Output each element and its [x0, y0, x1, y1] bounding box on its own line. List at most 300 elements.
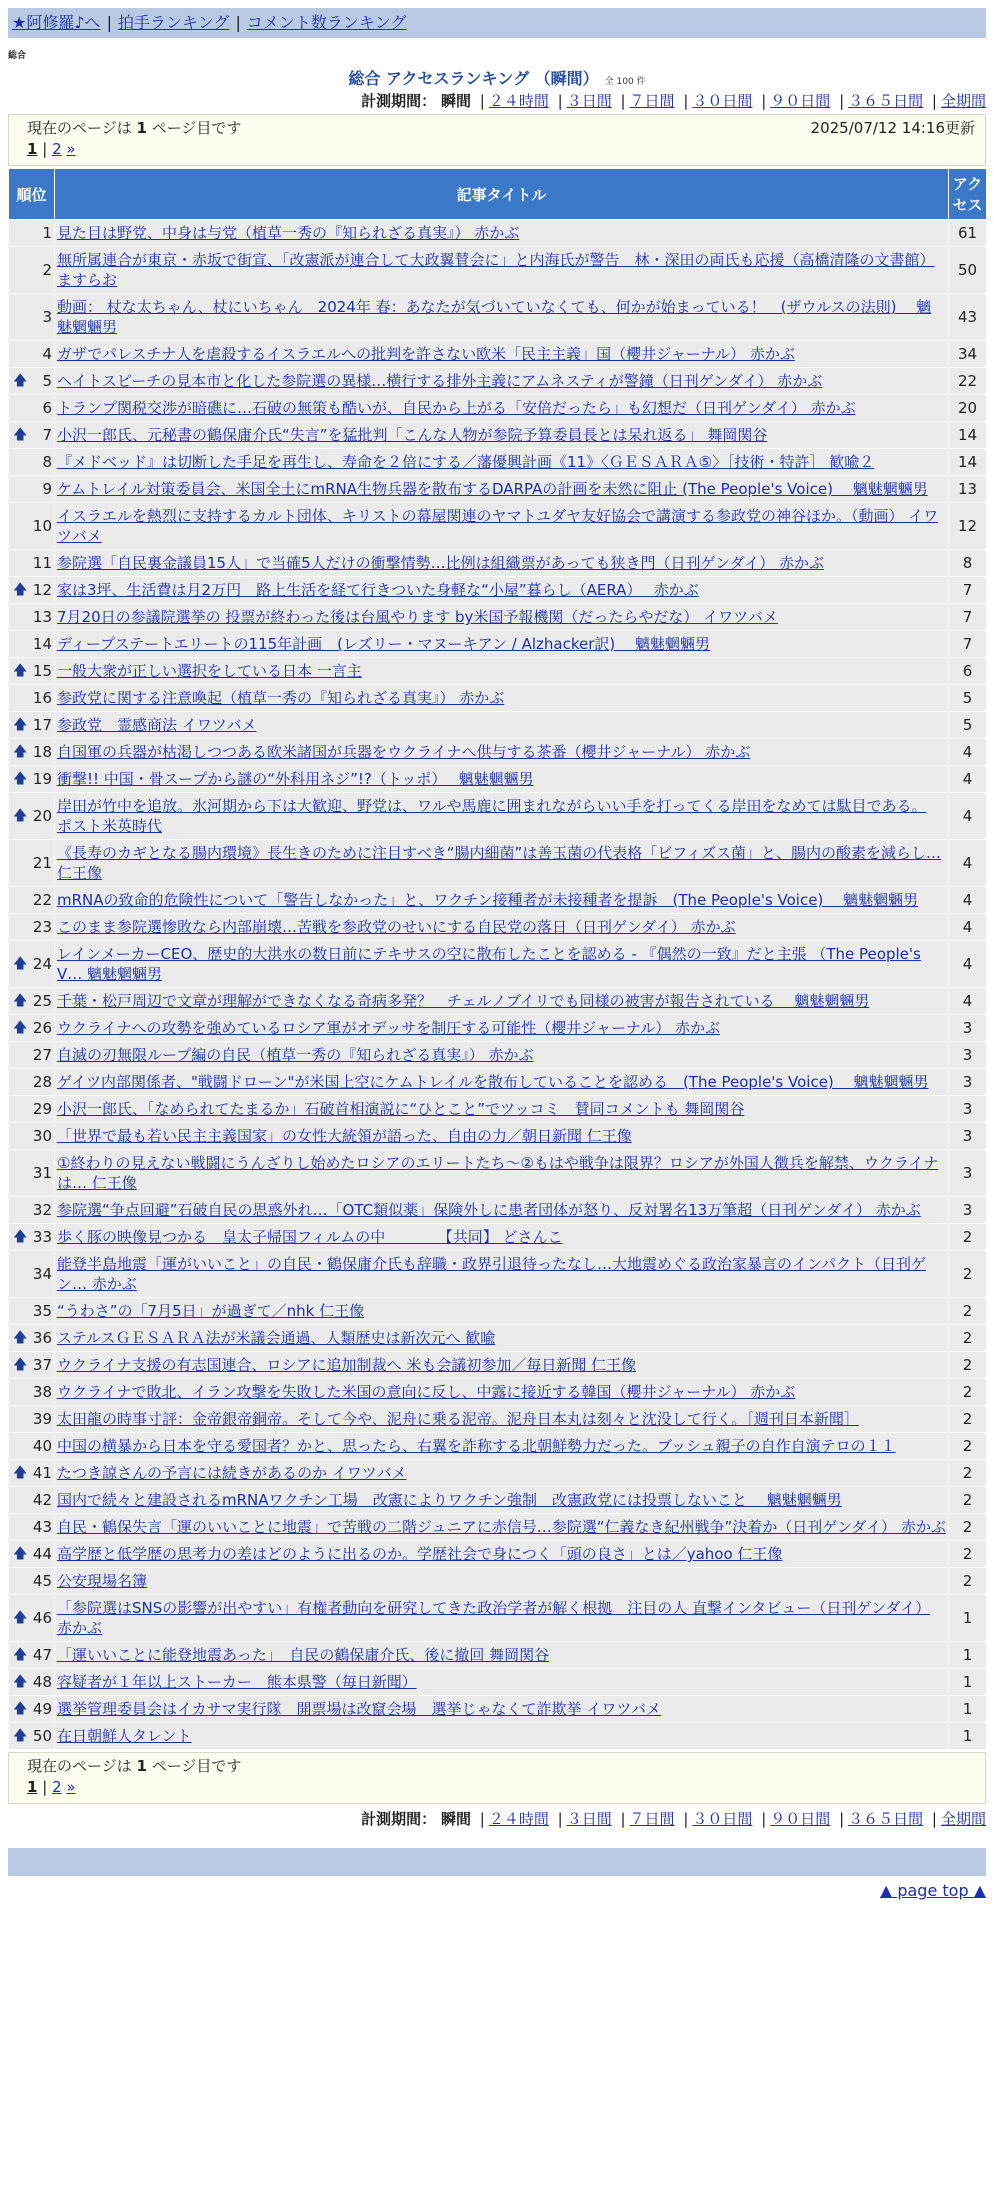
nav-separator: | [235, 13, 241, 32]
rank-cell [9, 503, 55, 550]
period-separator: | [479, 92, 485, 110]
title-cell [55, 1352, 949, 1379]
title-cell [55, 1723, 949, 1750]
access-count: 2 [949, 1514, 987, 1541]
title-cell [55, 1379, 949, 1406]
table-row [9, 1595, 987, 1642]
article-link[interactable]: ディープステートエリートの115年計画 (レズリー・マヌーキアン / Alzhacker訳) 魑魅魍魎男 [57, 635, 710, 653]
rank-number: 17 [32, 716, 52, 734]
table-row [9, 1642, 987, 1669]
title-cell [55, 658, 949, 685]
table-row [9, 712, 987, 739]
title-cell [55, 988, 949, 1015]
period-link-365d[interactable]: ３６５日間 [848, 92, 924, 110]
access-count: 2 [949, 1379, 987, 1406]
rank-number: 23 [32, 918, 52, 936]
rank-cell [9, 604, 55, 631]
rank-number: 28 [32, 1073, 52, 1091]
article-link[interactable]: 一般大衆が正しい選択をしている日本 一言主 [57, 662, 362, 680]
rank-cell [9, 712, 55, 739]
period-current: 瞬間 [440, 92, 471, 110]
access-count: 2 [949, 1298, 987, 1325]
access-count: 3 [949, 1069, 987, 1096]
rank-cell [9, 1541, 55, 1568]
header-access: アクセス [949, 169, 987, 220]
rank-cell [9, 766, 55, 793]
table-row [9, 887, 987, 914]
rank-cell [9, 476, 55, 503]
access-count: 13 [949, 476, 987, 503]
rank-cell [9, 793, 55, 840]
access-count: 2 [949, 1460, 987, 1487]
period-link-24h[interactable]: ２４時間 [488, 1810, 549, 1828]
top-navigation [8, 8, 986, 38]
title-cell [55, 793, 949, 840]
period-separator: | [479, 1810, 485, 1828]
rank-number: 44 [32, 1545, 52, 1563]
rank-number: 49 [32, 1700, 52, 1718]
access-count: 4 [949, 766, 987, 793]
table-row [9, 793, 987, 840]
rank-cell [9, 1123, 55, 1150]
rank-number: 30 [32, 1127, 52, 1145]
table-row [9, 1514, 987, 1541]
applause-ranking-link[interactable]: 拍手ランキング [117, 13, 230, 32]
article-link[interactable]: 選挙管理委員会はイカサマ実行隊 開票場は改竄会場 選挙じゃなくて詐欺挙 イワツバメ [57, 1700, 662, 1718]
rank-cell [9, 1251, 55, 1298]
period-link-3d[interactable]: ３日間 [566, 92, 612, 110]
rank-number: 27 [32, 1046, 52, 1064]
period-separator: | [931, 1810, 937, 1828]
title-cell [55, 604, 949, 631]
access-count: 2 [949, 1406, 987, 1433]
access-count: 1 [949, 1696, 987, 1723]
access-count: 22 [949, 368, 987, 395]
title-cell [55, 1669, 949, 1696]
rank-up-arrow-icon: 🡅 [13, 771, 28, 787]
article-link[interactable]: 公安現場名簿 [57, 1572, 148, 1590]
rank-number: 26 [32, 1019, 52, 1037]
title-cell [55, 368, 949, 395]
article-link[interactable]: 自滅の刃無限ループ編の自民（植草一秀の『知られざる真実』） 赤かぶ [57, 1046, 534, 1064]
article-link[interactable]: 岸田が竹中を追放。氷河期から下は大歓迎、野党は、ワルや馬鹿に囲まれながらいい手を打ってくる岸田をなめては駄目である。 ポスト米英時代 [57, 797, 927, 835]
article-link[interactable]: 動画： 杖な太ちゃん、杖にいちゃん 2024年 春：あなたが気づいていなくても、何かが始まっている！ (ザウルスの法則) 魑魅魍魎男 [57, 298, 932, 336]
title-cell [55, 1460, 949, 1487]
access-count: 5 [949, 712, 987, 739]
rank-number: 15 [32, 662, 52, 680]
rank-number: 41 [32, 1464, 52, 1482]
access-count: 3 [949, 1015, 987, 1042]
page-top-link[interactable]: ▲ page top ▲ [879, 1881, 986, 1900]
article-link[interactable]: 7月20日の参議院選挙の 投票が終わった後は台風やります by米国予報機関（だったらやだな） イワツバメ [57, 608, 778, 626]
rank-cell [9, 1015, 55, 1042]
rank-cell [9, 247, 55, 294]
title-cell [55, 476, 949, 503]
access-count: 2 [949, 1251, 987, 1298]
period-current: 瞬間 [440, 1810, 471, 1828]
rank-number: 33 [32, 1228, 52, 1246]
article-link[interactable]: ゲイツ内部関係者、"戦闘ドローン"が米国上空にケムトレイルを散布していることを認める (The People's Voice) 魑魅魍魎男 [57, 1073, 929, 1091]
article-link[interactable]: トランプ関税交渉が暗礁に…石破の無策も酷いが、自民から上がる「安倍だったら」も幻想だ（日刊ゲンダイ） 赤かぶ [57, 399, 856, 417]
title-cell [55, 220, 949, 247]
period-link-all[interactable]: 全期間 [940, 1810, 986, 1828]
rank-cell [9, 368, 55, 395]
table-row [9, 1723, 987, 1750]
article-link[interactable]: 太田龍の時事寸評：金帝銀帝銅帝。そして今や、泥舟に乗る泥帝。泥舟日本丸は刻々と沈没して行く。［週刊日本新聞］ [57, 1410, 859, 1428]
period-link-30d[interactable]: ３０日間 [692, 92, 753, 110]
page-link-2[interactable]: 2 [52, 140, 62, 158]
article-link[interactable]: mRNAの致命的危険性について「警告しなかった」と、ワクチン接種者が未接種者を提訴 (The People's Voice) 魑魅魍魎男 [57, 891, 919, 909]
article-link[interactable]: 自国軍の兵器が枯渇しつつある欧米諸国が兵器をウクライナへ供与する茶番（櫻井ジャーナル） 赤かぶ [57, 743, 751, 761]
rank-number: 10 [32, 517, 52, 535]
rank-number: 7 [42, 426, 52, 444]
rank-number: 48 [32, 1673, 52, 1691]
period-link-7d[interactable]: ７日間 [629, 1810, 675, 1828]
rank-up-arrow-icon: 🡅 [13, 956, 28, 972]
title-cell [55, 1042, 949, 1069]
table-row [9, 1568, 987, 1595]
article-link[interactable]: 在日朝鮮人タレント [57, 1727, 192, 1745]
rank-cell [9, 887, 55, 914]
rank-number: 35 [32, 1302, 52, 1320]
rank-number: 42 [32, 1491, 52, 1509]
article-link[interactable]: ウクライナで敗北、イラン攻撃を失敗した米国の意向に反し、中露に接近する韓国（櫻井ジャーナル） 赤かぶ [57, 1383, 796, 1401]
next-page-link[interactable]: » [66, 140, 76, 158]
pager-separator: | [42, 1778, 48, 1796]
header-title: 記事タイトル [55, 169, 949, 220]
table-row [9, 941, 987, 988]
table-row [9, 1251, 987, 1298]
access-count: 3 [949, 1042, 987, 1069]
access-count: 1 [949, 1595, 987, 1642]
article-link[interactable]: 参政党 霊感商法 イワツバメ [57, 716, 257, 734]
article-link[interactable]: 小沢一郎氏、元秘書の鶴保庸介氏“失言”を猛批判「こんな人物が参院予算委員長とは呆れ返る」 舞岡関谷 [57, 426, 768, 444]
article-link[interactable]: 《長寿のカギとなる腸内環境》長生きのために注目すべき“腸内細菌”は善玉菌の代表格「ビフィズス菌」と、腸内の酸素を減らし… 仁王像 [57, 844, 942, 882]
rank-cell [9, 685, 55, 712]
article-link[interactable]: ヘイトスピーチの見本市と化した参院選の異様…横行する排外主義にアムネスティが警鐘（日刊ゲンダイ） 赤かぶ [57, 372, 823, 390]
access-count: 4 [949, 988, 987, 1015]
period-link-90d[interactable]: ９０日間 [770, 1810, 831, 1828]
article-link[interactable]: 容疑者が１年以上ストーカー 熊本県警（毎日新聞） [57, 1673, 417, 1691]
rank-number: 20 [32, 807, 52, 825]
article-link[interactable]: 「運いいことに能登地震あった」 自民の鶴保庸介氏、後に撤回 舞岡関谷 [57, 1646, 550, 1664]
article-link[interactable]: ウクライナ支援の有志国連合、ロシアに追加制裁へ 米も会議初参加／毎日新聞 仁王像 [57, 1356, 637, 1374]
article-link[interactable]: 千葉・松戸周辺で文章が理解ができなくなる奇病多発？ チェルノブイリでも同様の被害が報告されている 魑魅魍魎男 [57, 992, 870, 1010]
table-row [9, 1150, 987, 1197]
article-link[interactable]: 参院選“争点回避”石破自民の思惑外れ…「OTC類似薬」保険外しに患者団体が怒り、反対署名13万筆超（日刊ゲンダイ） 赤かぶ [57, 1201, 921, 1219]
access-count: 2 [949, 1433, 987, 1460]
article-link[interactable]: 歩く豚の映像見つかる 皇太子帰国フィルムの中 【共同】 どさんこ [57, 1228, 563, 1246]
table-row [9, 449, 987, 476]
period-separator: | [761, 1810, 767, 1828]
rank-up-arrow-icon: 🡅 [13, 1701, 28, 1717]
table-row [9, 503, 987, 550]
table-row [9, 341, 987, 368]
page-wrapper [8, 8, 986, 1902]
title-cell [55, 449, 949, 476]
rank-number: 46 [32, 1609, 52, 1627]
rank-cell [9, 1514, 55, 1541]
article-link[interactable]: 高学歴と低学歴の思考力の差はどのように出るのか。学歴社会で身につく「頭の良さ」とは／yahoo 仁王像 [57, 1545, 783, 1563]
rank-cell [9, 422, 55, 449]
article-link[interactable]: 能登半島地震「運がいいこと」の自民・鶴保庸介氏も辞職・政界引退待ったなし…大地震めぐる政治家暴言のインパクト（日刊ゲン… 赤かぶ [57, 1255, 926, 1293]
period-separator: | [620, 1810, 626, 1828]
rank-cell [9, 1723, 55, 1750]
rank-up-arrow-icon: 🡅 [13, 1229, 28, 1245]
access-count: 7 [949, 604, 987, 631]
table-row [9, 1015, 987, 1042]
table-row [9, 1197, 987, 1224]
rank-number: 50 [32, 1727, 52, 1745]
period-link-all[interactable]: 全期間 [940, 92, 986, 110]
article-link[interactable]: このまま参院選惨敗なら内部崩壊…苦戦を参政党のせいにする自民党の落日（日刊ゲンダイ） 赤かぶ [57, 918, 736, 936]
article-link[interactable]: 中国の横暴から日本を守る愛国者？かと、思ったら、右翼を詐称する北朝鮮勢力だった。ブッシュ親子の自作自演テロの１１ [57, 1437, 896, 1455]
title-cell [55, 1642, 949, 1669]
access-count: 1 [949, 1723, 987, 1750]
title-cell [55, 1197, 949, 1224]
rank-up-arrow-icon: 🡅 [13, 1020, 28, 1036]
table-row [9, 247, 987, 294]
title-cell [55, 1568, 949, 1595]
access-count: 2 [949, 1352, 987, 1379]
updated-timestamp: 2025/07/12 14:16更新 [810, 119, 975, 137]
access-count: 61 [949, 220, 987, 247]
rank-cell [9, 1224, 55, 1251]
title-cell [55, 685, 949, 712]
next-page-link[interactable]: » [66, 1778, 76, 1796]
home-link[interactable]: ★阿修羅♪へ [12, 13, 101, 32]
ranking-count: 全 100 件 [604, 77, 646, 87]
page-link-2[interactable]: 2 [52, 1778, 62, 1796]
rank-number: 3 [42, 308, 52, 326]
article-link[interactable]: レインメーカーCEO、歴史的大洪水の数日前にテキサスの空に散布したことを認める - 『偶然の一致』だと主張 （The People's V… 魑魅魍魎男 [57, 945, 921, 983]
access-count: 1 [949, 1669, 987, 1696]
table-row [9, 550, 987, 577]
access-count: 4 [949, 840, 987, 887]
table-row [9, 395, 987, 422]
access-count: 3 [949, 1197, 987, 1224]
article-link[interactable]: イスラエルを熱烈に支持するカルト団体、キリストの幕屋関連のヤマトユダヤ友好協会で講演する参政党の神谷ほか。（動画） イワツバメ [57, 507, 939, 545]
table-header-row [9, 169, 987, 220]
rank-number: 16 [32, 689, 52, 707]
article-link[interactable]: 自民・鶴保失言「運のいいことに地震」で苦戦の二階ジュニアに赤信号…参院選“仁義なき紀州戦争”決着か（日刊ゲンダイ） 赤かぶ [57, 1518, 946, 1536]
rank-up-arrow-icon: 🡅 [13, 717, 28, 733]
title-cell [55, 840, 949, 887]
table-row [9, 1379, 987, 1406]
rank-number: 34 [32, 1265, 52, 1283]
article-link[interactable]: たつき諒さんの予言には続きがあるのか イワツバメ [57, 1464, 407, 1482]
table-row [9, 988, 987, 1015]
period-separator: | [931, 92, 937, 110]
rank-cell [9, 1197, 55, 1224]
period-separator: | [557, 92, 563, 110]
rank-cell [9, 1460, 55, 1487]
access-count: 4 [949, 739, 987, 766]
title-cell [55, 1325, 949, 1352]
access-count: 2 [949, 1224, 987, 1251]
access-count: 2 [949, 1325, 987, 1352]
article-link[interactable]: ウクライナへの攻勢を強めているロシア軍がオデッサを制圧する可能性（櫻井ジャーナル） 赤かぶ [57, 1019, 720, 1037]
rank-cell [9, 631, 55, 658]
article-link[interactable]: 「世界で最も若い民主主義国家」の女性大統領が語った、自由の力／朝日新聞 仁王像 [57, 1127, 632, 1145]
title-cell [55, 712, 949, 739]
title-cell [55, 631, 949, 658]
period-link-24h[interactable]: ２４時間 [488, 92, 549, 110]
period-separator: | [839, 92, 845, 110]
table-row [9, 631, 987, 658]
rank-cell [9, 840, 55, 887]
table-row [9, 1669, 987, 1696]
table-row [9, 1069, 987, 1096]
rank-cell [9, 395, 55, 422]
rank-up-arrow-icon: 🡅 [13, 373, 28, 389]
access-count: 5 [949, 685, 987, 712]
rank-cell [9, 914, 55, 941]
rank-up-arrow-icon: 🡅 [13, 1728, 28, 1744]
section-label: 総合 [8, 51, 27, 61]
table-row [9, 739, 987, 766]
title-cell [55, 1595, 949, 1642]
rank-number: 47 [32, 1646, 52, 1664]
access-count: 43 [949, 294, 987, 341]
period-separator: | [761, 92, 767, 110]
pager-bottom [8, 1752, 986, 1804]
period-separator: | [557, 1810, 563, 1828]
rank-cell [9, 1298, 55, 1325]
rank-up-arrow-icon: 🡅 [13, 1610, 28, 1626]
page-status-suffix: ページ目です [151, 119, 242, 137]
pager-top [8, 114, 986, 166]
pager-separator: | [42, 140, 48, 158]
title-cell [55, 1224, 949, 1251]
nav-separator: | [106, 13, 112, 32]
table-row [9, 1325, 987, 1352]
table-row [9, 766, 987, 793]
rank-number: 43 [32, 1518, 52, 1536]
title-cell [55, 395, 949, 422]
rank-up-arrow-icon: 🡅 [13, 808, 28, 824]
rank-up-arrow-icon: 🡅 [13, 744, 28, 760]
title-cell [55, 1406, 949, 1433]
rank-number: 8 [42, 453, 52, 471]
rank-number: 18 [32, 743, 52, 761]
access-count: 4 [949, 887, 987, 914]
title-cell [55, 766, 949, 793]
page-link-current: 1 [27, 140, 38, 158]
rank-number: 24 [32, 955, 52, 973]
rank-number: 13 [32, 608, 52, 626]
title-cell [55, 341, 949, 368]
title-cell [55, 422, 949, 449]
article-link[interactable]: 参政党に関する注意喚起（植草一秀の『知られざる真実』） 赤かぶ [57, 689, 505, 707]
title-cell [55, 1096, 949, 1123]
article-link[interactable]: ステルスＧＥＳＡＲＡ法が米議会通過、人類歴史は新次元へ 歓喩 [57, 1329, 496, 1347]
period-selector-bottom [8, 1808, 986, 1830]
rank-cell [9, 220, 55, 247]
article-link[interactable]: 国内で続々と建設されるmRNAワクチン工場 改憲によりワクチン強制 改憲政党には投票しないこと 魑魅魍魎男 [57, 1491, 842, 1509]
access-count: 4 [949, 914, 987, 941]
rank-cell [9, 1042, 55, 1069]
rank-up-arrow-icon: 🡅 [13, 663, 28, 679]
rank-up-arrow-icon: 🡅 [13, 1330, 28, 1346]
article-link[interactable]: ガザでパレスチナ人を虐殺するイスラエルへの批判を許さない欧米「民主主義」国（櫻井ジャーナル） 赤かぶ [57, 345, 795, 363]
period-label: 計測期間： [361, 92, 437, 110]
rank-cell [9, 658, 55, 685]
access-count: 1 [949, 1642, 987, 1669]
rank-up-arrow-icon: 🡅 [13, 1647, 28, 1663]
rank-number: 38 [32, 1383, 52, 1401]
article-link[interactable]: “うわさ”の「7月5日」が過ぎて／nhk 仁王像 [57, 1302, 365, 1320]
rank-cell [9, 1069, 55, 1096]
page-top-container [8, 1880, 986, 1902]
access-count: 3 [949, 1150, 987, 1197]
period-link-7d[interactable]: ７日間 [629, 92, 675, 110]
rank-cell [9, 294, 55, 341]
page-status-suffix: ページ目です [151, 1757, 242, 1775]
rank-cell [9, 577, 55, 604]
rank-number: 37 [32, 1356, 52, 1374]
rank-up-arrow-icon: 🡅 [13, 582, 28, 598]
table-row [9, 1433, 987, 1460]
title-cell [55, 1150, 949, 1197]
article-link[interactable]: ①終わりの見えない戦闘にうんざりし始めたロシアのエリートたち〜②もはや戦争は限界？ロシアが外国人徴兵を解禁、ウクライナは… 仁王像 [57, 1154, 939, 1192]
article-link[interactable]: 見た目は野党、中身は与党（植草一秀の『知られざる真実』） 赤かぶ [57, 224, 520, 242]
access-count: 7 [949, 577, 987, 604]
table-row [9, 604, 987, 631]
article-link[interactable]: 小沢一郎氏、「なめられてたまるか」石破首相演説に“ひとこと”でツッコミ 賛同コメントも 舞岡関谷 [57, 1100, 745, 1118]
rank-up-arrow-icon: 🡅 [13, 993, 28, 1009]
access-count: 3 [949, 1096, 987, 1123]
title-cell [55, 503, 949, 550]
period-link-365d[interactable]: ３６５日間 [848, 1810, 924, 1828]
access-count: 34 [949, 341, 987, 368]
comment-ranking-link[interactable]: コメント数ランキング [246, 13, 407, 32]
article-link[interactable]: 家は3坪、生活費は月2万円 路上生活を経て行きついた身軽な“小屋”暮らし（AERA） 赤かぶ [57, 581, 699, 599]
rank-cell [9, 1352, 55, 1379]
table-row [9, 658, 987, 685]
article-link[interactable]: ケムトレイル対策委員会、米国全土にmRNA生物兵器を散布するDARPAの計画を未然に阻止 (The People's Voice) 魑魅魍魎男 [57, 480, 928, 498]
title-cell [55, 941, 949, 988]
rank-number: 2 [42, 261, 52, 279]
rank-number: 19 [32, 770, 52, 788]
table-row [9, 1541, 987, 1568]
rank-up-arrow-icon: 🡅 [13, 1546, 28, 1562]
page-link-current: 1 [27, 1778, 38, 1796]
article-link[interactable]: 「参院選はSNSの影響が出やすい」有権者動向を研究してきた政治学者が解く根拠 注目の人 直撃インタビュー（日刊ゲンダイ） 赤かぶ [57, 1599, 931, 1637]
access-count: 7 [949, 631, 987, 658]
access-count: 8 [949, 550, 987, 577]
period-link-30d[interactable]: ３０日間 [692, 1810, 753, 1828]
title-cell [55, 1433, 949, 1460]
period-link-3d[interactable]: ３日間 [566, 1810, 612, 1828]
table-row [9, 476, 987, 503]
period-link-90d[interactable]: ９０日間 [770, 92, 831, 110]
article-link[interactable]: 参院選「自民裏金議員15人」で当確5人だけの衝撃情勢…比例は組織票があっても狭き門（日刊ゲンダイ） 赤かぶ [57, 554, 825, 572]
rank-cell [9, 1696, 55, 1723]
article-link[interactable]: 無所属連合が東京・赤坂で街宣、「改憲派が連合して大政翼賛会に」と内海氏が警告 林・深田の両氏も応援（高橋清隆の文書館） ますらお [57, 251, 935, 289]
rank-cell [9, 341, 55, 368]
table-row [9, 914, 987, 941]
title-cell [55, 577, 949, 604]
rank-cell [9, 1568, 55, 1595]
article-link[interactable]: 『メドベッド』は切断した手足を再生し、寿命を２倍にする／藩優興計画《11》〈ＧＥＳＡＲＡ⑤〉［技術・特許］ 歓喩２ [57, 453, 875, 471]
title-cell [55, 1696, 949, 1723]
article-link[interactable]: 衝撃!! 中国・骨スープから謎の“外科用ネジ”!?（トッポ） 魑魅魍魎男 [57, 770, 534, 788]
rank-number: 21 [32, 854, 52, 872]
header-rank: 順位 [9, 169, 55, 220]
rank-number: 39 [32, 1410, 52, 1428]
table-row [9, 685, 987, 712]
